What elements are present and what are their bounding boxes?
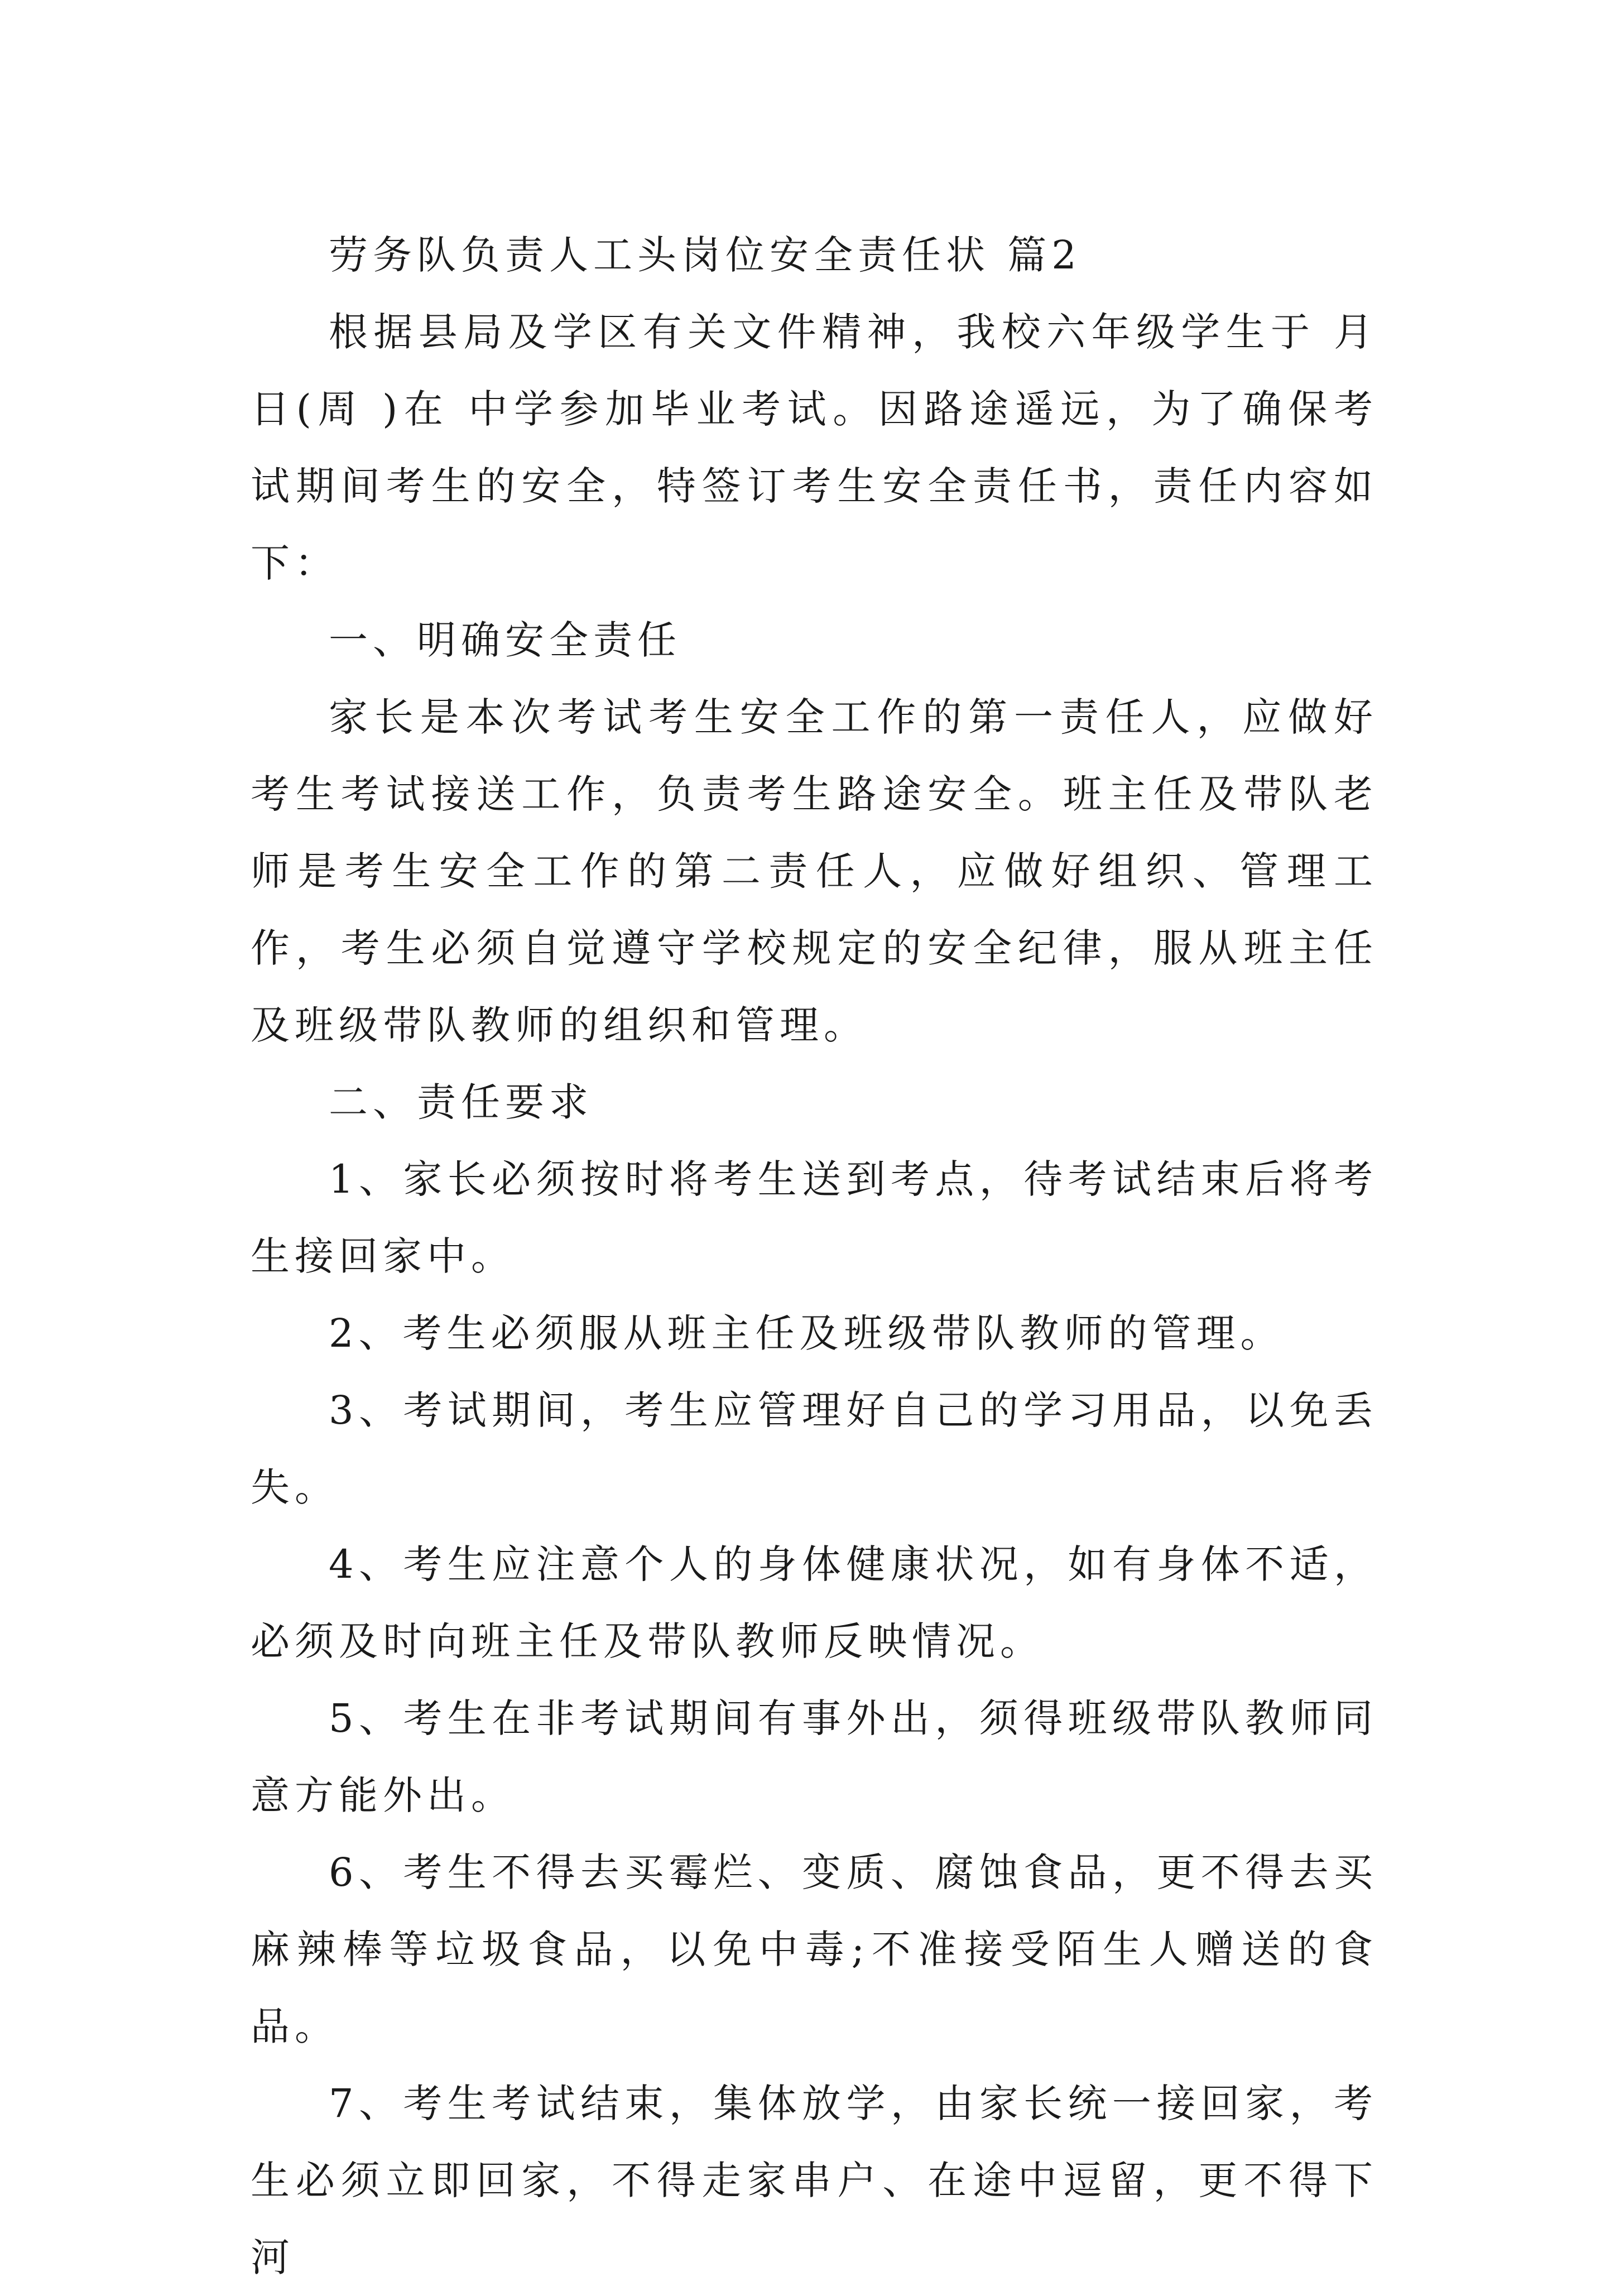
requirement-item-5: 5、考生在非考试期间有事外出，须得班级带队教师同意方能外出。 <box>251 1695 1378 1818</box>
paragraph-intro: 根据县局及学区有关文件精神，我校六年级学生于 月日(周 )在 中学参加毕业考试。因路途遥远，为了确保考试期间考生的安全，特签订考生安全责任书，责任内容如下： <box>251 309 1378 586</box>
requirement-item-1: 1、家长必须按时将考生送到考点，待考试结束后将考生接回家中。 <box>251 1156 1378 1279</box>
document-title: 劳务队负责人工头岗位安全责任状 篇2 <box>329 232 1082 278</box>
paragraph-responsibility: 家长是本次考试考生安全工作的第一责任人，应做好考生考试接送工作，负责考生路途安全。班主任及带队老师是考生安全工作的第二责任人，应做好组织、管理工作，考生必须自觉遵守学校规定的安全纪律，服从班主任及班级带队教师的组织和管理。 <box>251 694 1378 1048</box>
requirement-item-7: 7、考生考试结束，集体放学，由家长统一接回家，考生必须立即回家，不得走家串户、在途中逗留，更不得下河 <box>251 2081 1378 2280</box>
section-heading-2: 二、责任要求 <box>329 1079 593 1125</box>
requirement-item-4: 4、考生应注意个人的身体健康状况，如有身体不适，必须及时向班主任及带队教师反映情况。 <box>251 1541 1378 1664</box>
document-body <box>251 217 1378 2296</box>
requirement-item-6: 6、考生不得去买霉烂、变质、腐蚀食品，更不得去买麻辣棒等垃圾食品，以免中毒;不准接受陌生人赠送的食品。 <box>251 1850 1378 2049</box>
requirement-item-3: 3、考试期间，考生应管理好自己的学习用品，以免丢失。 <box>251 1387 1378 1510</box>
section-heading-1: 一、明确安全责任 <box>329 617 681 663</box>
requirement-item-2: 2、考生必须服从班主任及班级带队教师的管理。 <box>329 1310 1285 1356</box>
